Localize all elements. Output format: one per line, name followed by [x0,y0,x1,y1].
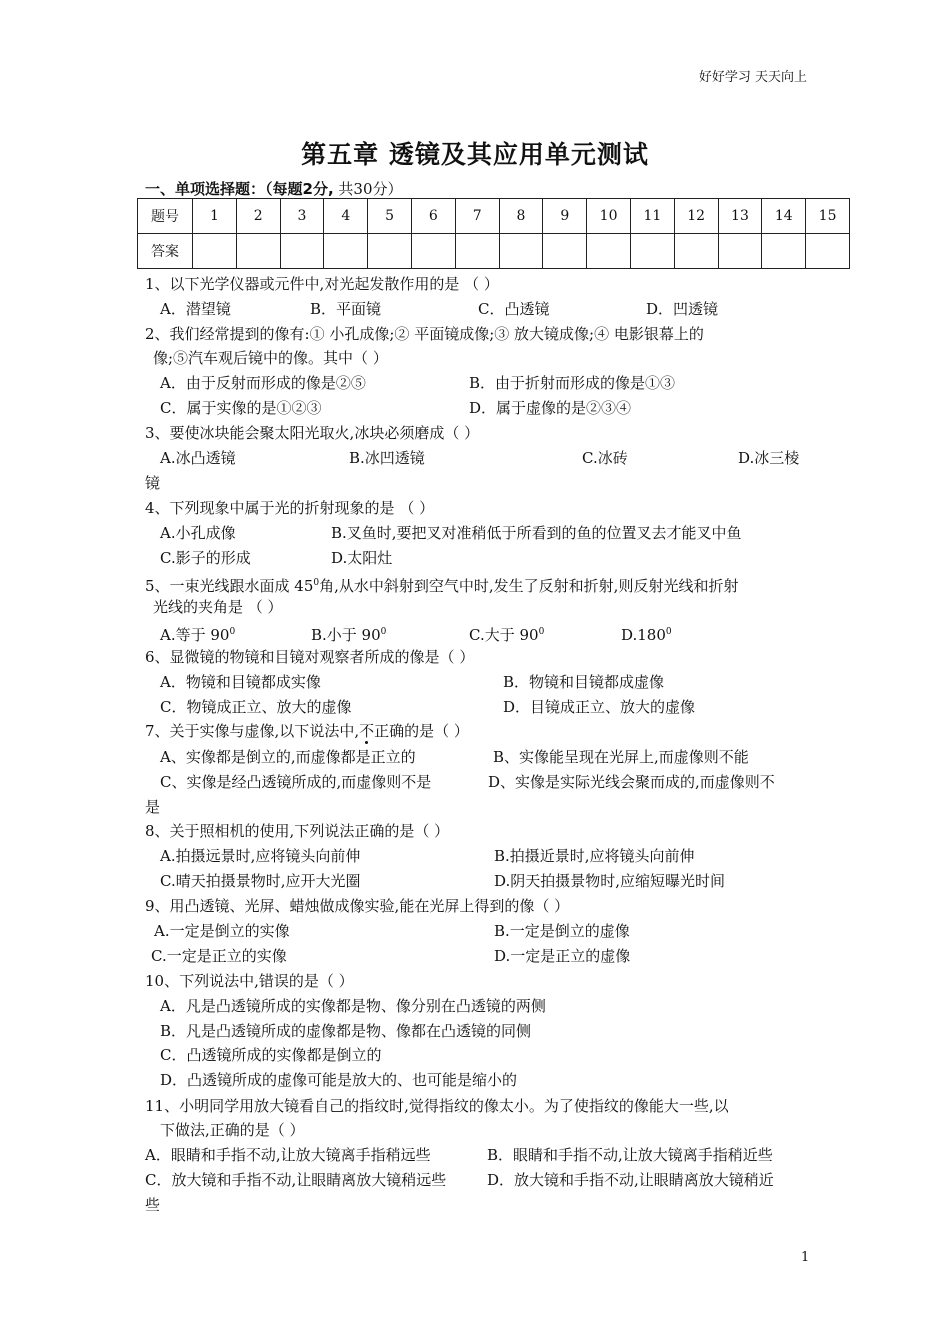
question-10-option-b: B．凡是凸透镜所成的虚像都是物、像都在凸透镜的同侧 [160,1022,532,1040]
question-11-stem-line2: 下做法,正确的是（ ） [160,1121,305,1139]
question-6-option-a: A．物镜和目镜都成实像 [160,673,321,691]
question-4-option-b: B.叉鱼时,要把叉对准稍低于所看到的鱼的位置叉去才能叉中鱼 [331,524,742,542]
answer-cell[interactable] [674,234,718,269]
answer-cell[interactable] [718,234,762,269]
question-7-stem-part2: 正确的是（ ） [374,722,469,740]
question-5-option-d-text: D.180 [621,626,666,644]
question-5-stem-line1 [145,571,738,598]
question-1-option-a: A．潜望镜 [160,300,231,318]
question-7-option-a: A、实像都是倒立的,而虚像都是正立的 [160,748,416,766]
degree-mark: 0 [380,627,387,637]
page-number: 1 [801,1250,810,1265]
question-number-cell: 5 [368,199,412,234]
question-number-cell: 1 [193,199,237,234]
question-3-option-d-continued: 镜 [145,474,161,492]
question-number-cell: 15 [806,199,850,234]
degree-mark: 0 [538,627,545,637]
question-10-option-d: D．凸透镜所成的虚像可能是放大的、也可能是缩小的 [160,1071,518,1089]
question-9-option-d: D.一定是正立的虚像 [494,947,631,965]
question-number-cell: 14 [762,199,806,234]
question-5-option-b-text: B.小于 90 [311,626,381,644]
question-8-option-b: B.拍摄近景时,应将镜头向前伸 [494,847,695,865]
question-3-option-c: C.冰砖 [582,449,628,467]
answer-cell[interactable] [411,234,455,269]
section-title-bold: 一、单项选择题：（每题2分, [145,180,334,198]
question-3-option-a: A.冰凸透镜 [160,449,236,467]
answer-cell[interactable] [280,234,324,269]
question-2-option-d: D．属于虚像的是②③④ [469,399,632,417]
question-8-option-c: C.晴天拍摄景物时,应开大光圈 [160,872,361,890]
question-6-option-c: C．物镜成正立、放大的虚像 [160,698,352,716]
question-5-option-c [469,620,544,647]
question-8-stem: 8、关于照相机的使用,下列说法正确的是（ ） [145,822,450,840]
answer-cell[interactable] [499,234,543,269]
degree-mark: 0 [229,627,236,637]
question-7-stem-part1: 7、关于实像与虚像,以下说法中, [145,722,360,740]
question-5-option-c-text: C.大于 90 [469,626,539,644]
question-5-option-b [311,620,386,647]
question-number-cell: 6 [411,199,455,234]
question-7-option-d-continued: 是 [145,798,161,816]
question-number-cell: 13 [718,199,762,234]
answer-cell[interactable] [324,234,368,269]
question-2-option-a: A．由于反射而形成的像是②⑤ [160,374,366,392]
question-8-option-a: A.拍摄远景时,应将镜头向前伸 [160,847,361,865]
question-3-option-d: D.冰三棱 [738,449,800,467]
question-number-cell: 2 [236,199,280,234]
header-motto: 好好学习 天天向上 [698,70,807,85]
answer-cell[interactable] [762,234,806,269]
answer-cell[interactable] [587,234,631,269]
question-number-cell: 3 [280,199,324,234]
question-8-option-d: D.阴天拍摄景物时,应缩短曝光时间 [494,872,726,890]
question-11-option-d-continued: 些 [145,1196,161,1214]
question-2-stem-line2: 像;⑤汽车观后镜中的像。其中（ ） [153,349,388,367]
question-1-option-c: C．凸透镜 [478,300,550,318]
question-9-option-a: A.一定是倒立的实像 [154,922,290,940]
question-7-option-d: D、实像是实际光线会聚而成的,而虚像则不 [488,773,775,791]
question-number-cell: 9 [543,199,587,234]
answer-table-answer-row [138,234,850,269]
question-4-stem: 4、下列现象中属于光的折射现象的是 （ ） [145,499,435,517]
question-2-option-b: B．由于折射而形成的像是①③ [469,374,676,392]
section-title [145,178,403,199]
degree-mark: 0 [665,627,672,637]
question-4-option-c: C.影子的形成 [160,549,251,567]
question-6-stem: 6、显微镜的物镜和目镜对观察者所成的像是（ ） [145,648,475,666]
question-7-option-b: B、实像能呈现在光屏上,而虚像则不能 [493,748,749,766]
question-number-cell: 10 [587,199,631,234]
question-9-option-c: C.一定是正立的实像 [151,947,287,965]
question-10-option-a: A．凡是凸透镜所成的实像都是物、像分别在凸透镜的两侧 [160,997,546,1015]
question-11-option-a: A．眼睛和手指不动,让放大镜离手指稍远些 [145,1146,431,1164]
question-7-option-c: C、实像是经凸透镜所成的,而虚像则不是 [160,773,432,791]
question-5-option-a-text: A.等于 90 [160,626,230,644]
question-7-stem [145,719,469,743]
question-number-cell: 11 [630,199,674,234]
emphasis-dot-char: 不 [359,722,375,740]
question-11-stem-line1: 11、小明同学用放大镜看自己的指纹时,觉得指纹的像太小。为了使指纹的像能大一些,以 [145,1097,729,1115]
question-2-stem-line1: 2、我们经常提到的像有:① 小孔成像;② 平面镜成像;③ 放大镜成像;④ 电影银幕上的 [145,325,704,343]
answer-cell[interactable] [455,234,499,269]
number-row-label: 题号 [138,199,193,234]
question-10-option-c: C．凸透镜所成的实像都是倒立的 [160,1046,382,1064]
question-3-stem: 3、要使冰块能会聚太阳光取火,冰块必须磨成（ ） [145,424,480,442]
question-11-option-d: D．放大镜和手指不动,让眼睛离放大镜稍近 [487,1171,774,1189]
answer-cell[interactable] [236,234,280,269]
question-9-stem: 9、用凸透镜、光屏、蜡烛做成像实验,能在光屏上得到的像（ ） [145,897,570,915]
question-4-option-a: A.小孔成像 [160,524,236,542]
question-9-option-b: B.一定是倒立的虚像 [494,922,630,940]
question-number-cell: 8 [499,199,543,234]
question-1-option-d: D．凹透镜 [646,300,719,318]
question-10-stem: 10、下列说法中,错误的是（ ） [145,972,354,990]
question-1-option-b: B．平面镜 [310,300,382,318]
question-5-stem-part1: 5、一束光线跟水面成 45 [145,577,314,595]
question-number-cell: 4 [324,199,368,234]
question-number-cell: 12 [674,199,718,234]
answer-cell[interactable] [543,234,587,269]
question-6-option-b: B．物镜和目镜都成虚像 [503,673,665,691]
question-11-option-c: C．放大镜和手指不动,让眼睛离放大镜稍远些 [145,1171,447,1189]
answer-table [137,198,850,269]
answer-table-number-row [138,199,850,234]
question-2-option-c: C．属于实像的是①②③ [160,399,322,417]
answer-cell[interactable] [630,234,674,269]
question-1-stem: 1、以下光学仪器或元件中,对光起发散作用的是 （ ） [145,275,499,293]
question-3-option-b: B.冰凹透镜 [349,449,425,467]
page-title: 第五章 透镜及其应用单元测试 [301,140,649,169]
question-4-option-d: D.太阳灶 [331,549,393,567]
answer-cell[interactable] [193,234,237,269]
question-11-option-b: B．眼睛和手指不动,让放大镜离手指稍近些 [487,1146,773,1164]
degree-mark: 0 [313,578,320,588]
question-5-stem-line2: 光线的夹角是 （ ） [153,598,283,616]
answer-row-label: 答案 [138,234,193,269]
question-5-option-d [621,620,672,647]
question-5-option-a [160,620,235,647]
question-number-cell: 7 [455,199,499,234]
question-5-stem-part2: 角,从水中斜射到空气中时,发生了反射和折射,则反射光线和折射 [319,577,739,595]
answer-cell[interactable] [806,234,850,269]
answer-cell[interactable] [368,234,412,269]
section-title-rest: 共30分） [333,180,403,198]
question-6-option-d: D．目镜成正立、放大的虚像 [503,698,696,716]
